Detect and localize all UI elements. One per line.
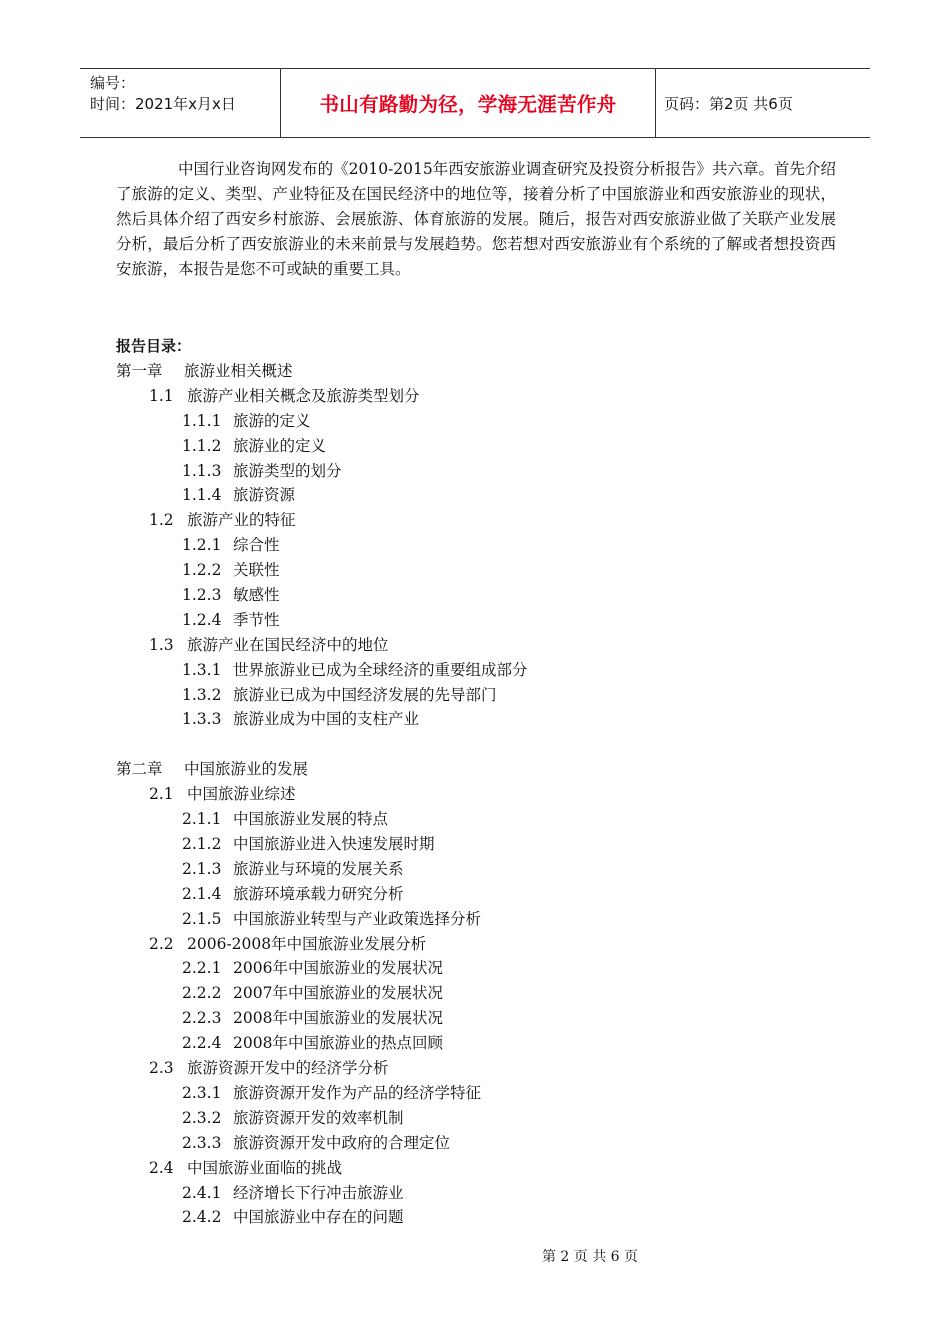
toc-entry	[116, 981, 836, 1006]
toc-entry-title: 旅游类型的划分	[233, 461, 342, 480]
toc-entry-number: 2.1	[149, 785, 174, 804]
toc-entry-title: 2008年中国旅游业的发展状况	[233, 1009, 443, 1028]
toc-entry	[116, 508, 836, 533]
toc-entry-title: 2008年中国旅游业的热点回顾	[233, 1034, 443, 1053]
toc-entry-title: 旅游业与环境的发展关系	[233, 859, 404, 878]
toc-entry	[116, 608, 836, 633]
toc-entry-title: 中国旅游业面临的挑战	[187, 1158, 343, 1177]
toc-entry-title: 季节性	[233, 610, 280, 629]
toc-entry	[116, 1205, 836, 1230]
toc-entry-title: 关联性	[233, 561, 280, 580]
toc-entry-title: 旅游产业相关概念及旅游类型划分	[187, 386, 420, 405]
toc-entry-number: 2.3.2	[182, 1108, 222, 1127]
header-table	[80, 68, 870, 138]
toc-entry-title: 敏感性	[233, 586, 280, 605]
toc-entry-number: 2.1.4	[182, 884, 222, 903]
toc-entry-title: 中国旅游业转型与产业政策选择分析	[233, 909, 482, 928]
toc-entry-title: 综合性	[233, 536, 280, 555]
toc-entry-number: 2.2.3	[182, 1009, 222, 1028]
toc-list	[116, 359, 836, 1230]
toc-entry-number: 2.4.2	[182, 1208, 222, 1227]
toc-entry-title: 中国旅游业综述	[187, 785, 296, 804]
toc-entry-number: 2.2.4	[182, 1034, 222, 1053]
toc-entry	[116, 683, 836, 708]
toc-entry	[116, 707, 836, 732]
toc-entry-number: 1.3	[149, 635, 174, 654]
toc-entry-number: 1.1.3	[182, 461, 222, 480]
motto-text: 书山有路勤为径，学海无涯苦作舟	[319, 93, 617, 116]
toc-entry-title: 旅游的定义	[233, 411, 311, 430]
footer-page-number: 第 2 页 共 6 页	[541, 1249, 639, 1265]
toc-entry-title: 旅游业相关概述	[184, 362, 293, 380]
toc-entry-title: 旅游资源开发中政府的合理定位	[233, 1133, 451, 1152]
toc-entry	[116, 807, 836, 832]
toc-entry-number: 2.3.1	[182, 1083, 222, 1102]
toc-entry-title: 经济增长下行冲击旅游业	[233, 1183, 404, 1202]
toc-entry-title: 旅游产业在国民经济中的地位	[187, 635, 389, 654]
toc-entry-number: 1.1.2	[182, 436, 222, 455]
toc-entry-number: 2.2	[149, 934, 174, 953]
toc-entry	[116, 1131, 836, 1156]
toc-entry	[116, 1156, 836, 1181]
toc-entry	[116, 1081, 836, 1106]
toc-entry	[116, 658, 836, 683]
toc-entry-title: 中国旅游业发展的特点	[233, 810, 389, 829]
toc-entry	[116, 857, 836, 882]
toc-entry-number: 2.3.3	[182, 1133, 222, 1152]
toc-entry-number: 1.3.1	[182, 660, 222, 679]
toc-entry-number: 2.2.1	[182, 959, 222, 978]
toc-entry-number: 1.1	[149, 386, 174, 405]
toc-entry-number: 1.2.1	[182, 536, 222, 555]
toc-entry-number: 第一章	[116, 362, 163, 380]
toc-entry	[116, 1056, 836, 1081]
toc-entry	[116, 882, 836, 907]
serial-label: 编号：	[90, 74, 136, 92]
toc-entry	[116, 483, 836, 508]
toc-entry-title: 中国旅游业进入快速发展时期	[233, 835, 435, 854]
toc-entry	[116, 434, 836, 459]
toc-entry	[116, 956, 836, 981]
toc-entry-number: 2.1.1	[182, 810, 222, 829]
toc-entry	[116, 1006, 836, 1031]
page-info-text: 页码：第2页 共6页	[664, 94, 793, 113]
toc-entry-title: 旅游环境承载力研究分析	[233, 884, 404, 903]
toc-entry	[116, 782, 836, 807]
toc-entry-number: 2.4.1	[182, 1183, 222, 1202]
toc-entry-number: 1.3.3	[182, 710, 222, 729]
toc-entry-number: 1.2.2	[182, 561, 222, 580]
toc-spacer	[116, 732, 836, 757]
toc-entry-title: 旅游业的定义	[233, 436, 327, 455]
toc-entry-title: 世界旅游业已成为全球经济的重要组成部分	[233, 660, 528, 679]
toc-entry-title: 旅游资源开发作为产品的经济学特征	[233, 1083, 482, 1102]
toc-title: 报告目录：	[116, 337, 192, 355]
motto-cell	[281, 69, 656, 137]
toc-entry-title: 旅游资源	[233, 486, 296, 505]
toc-entry-number: 第二章	[116, 760, 163, 779]
toc-entry	[116, 932, 836, 957]
toc-entry-number: 1.2.3	[182, 586, 222, 605]
date-label: 时间：2021年x月x日	[90, 95, 236, 113]
toc-entry	[116, 633, 836, 658]
toc-entry-title: 旅游业已成为中国经济发展的先导部门	[233, 685, 497, 704]
toc-entry-number: 1.1.1	[182, 411, 222, 430]
toc-entry-title: 旅游资源开发的效率机制	[233, 1108, 404, 1127]
toc-entry-number: 1.3.2	[182, 685, 222, 704]
header-meta-cell	[80, 69, 281, 137]
toc-entry-number: 2.1.5	[182, 909, 222, 928]
toc-entry-number: 1.2.4	[182, 610, 222, 629]
toc-entry	[116, 384, 836, 409]
toc-entry	[116, 459, 836, 484]
toc-entry-title: 2006-2008年中国旅游业发展分析	[187, 934, 427, 953]
page-footer	[0, 1246, 950, 1266]
toc-entry-number: 2.2.2	[182, 984, 222, 1003]
toc-entry	[116, 583, 836, 608]
toc-entry-title: 中国旅游业中存在的问题	[233, 1208, 404, 1227]
toc-entry-title: 旅游资源开发中的经济学分析	[187, 1059, 389, 1078]
toc-entry	[116, 558, 836, 583]
toc-entry-title: 2006年中国旅游业的发展状况	[233, 959, 443, 978]
toc-entry	[116, 1181, 836, 1206]
toc-entry-number: 2.3	[149, 1059, 174, 1078]
toc-entry-title: 2007年中国旅游业的发展状况	[233, 984, 443, 1003]
toc-entry	[116, 1031, 836, 1056]
toc-entry	[116, 907, 836, 932]
toc-entry	[116, 409, 836, 434]
toc-entry	[116, 832, 836, 857]
toc-entry-number: 1.1.4	[182, 486, 222, 505]
intro-paragraph: 中国行业咨询网发布的《2010-2015年西安旅游业调查研究及投资分析报告》共六章。首先介绍了旅游的定义、类型、产业特征及在国民经济中的地位等，接着分析了中国旅游业和西安旅游业的现状，然后具体介绍了西安乡村旅游、会展旅游、体育旅游的发展。随后，报告对西安旅游业做了关联产业发展分析，最后分析了西安旅游业的未来前景与发展趋势。您若想对西安旅游业有个系统的了解或者想投资西安旅游，本报告是您不可或缺的重要工具。	[116, 160, 836, 278]
toc-entry	[116, 1106, 836, 1131]
toc-entry	[116, 533, 836, 558]
toc-entry-title: 中国旅游业的发展	[184, 760, 309, 779]
page-info-cell	[656, 69, 870, 137]
table-of-contents	[116, 334, 836, 1230]
toc-entry-title: 旅游业成为中国的支柱产业	[233, 710, 420, 729]
toc-entry-number: 1.2	[149, 511, 174, 530]
toc-entry-number: 2.1.3	[182, 859, 222, 878]
toc-entry	[116, 359, 836, 384]
toc-entry-title: 旅游产业的特征	[187, 511, 296, 530]
toc-entry-number: 2.4	[149, 1158, 174, 1177]
toc-entry-number: 2.1.2	[182, 835, 222, 854]
toc-entry	[116, 757, 836, 782]
